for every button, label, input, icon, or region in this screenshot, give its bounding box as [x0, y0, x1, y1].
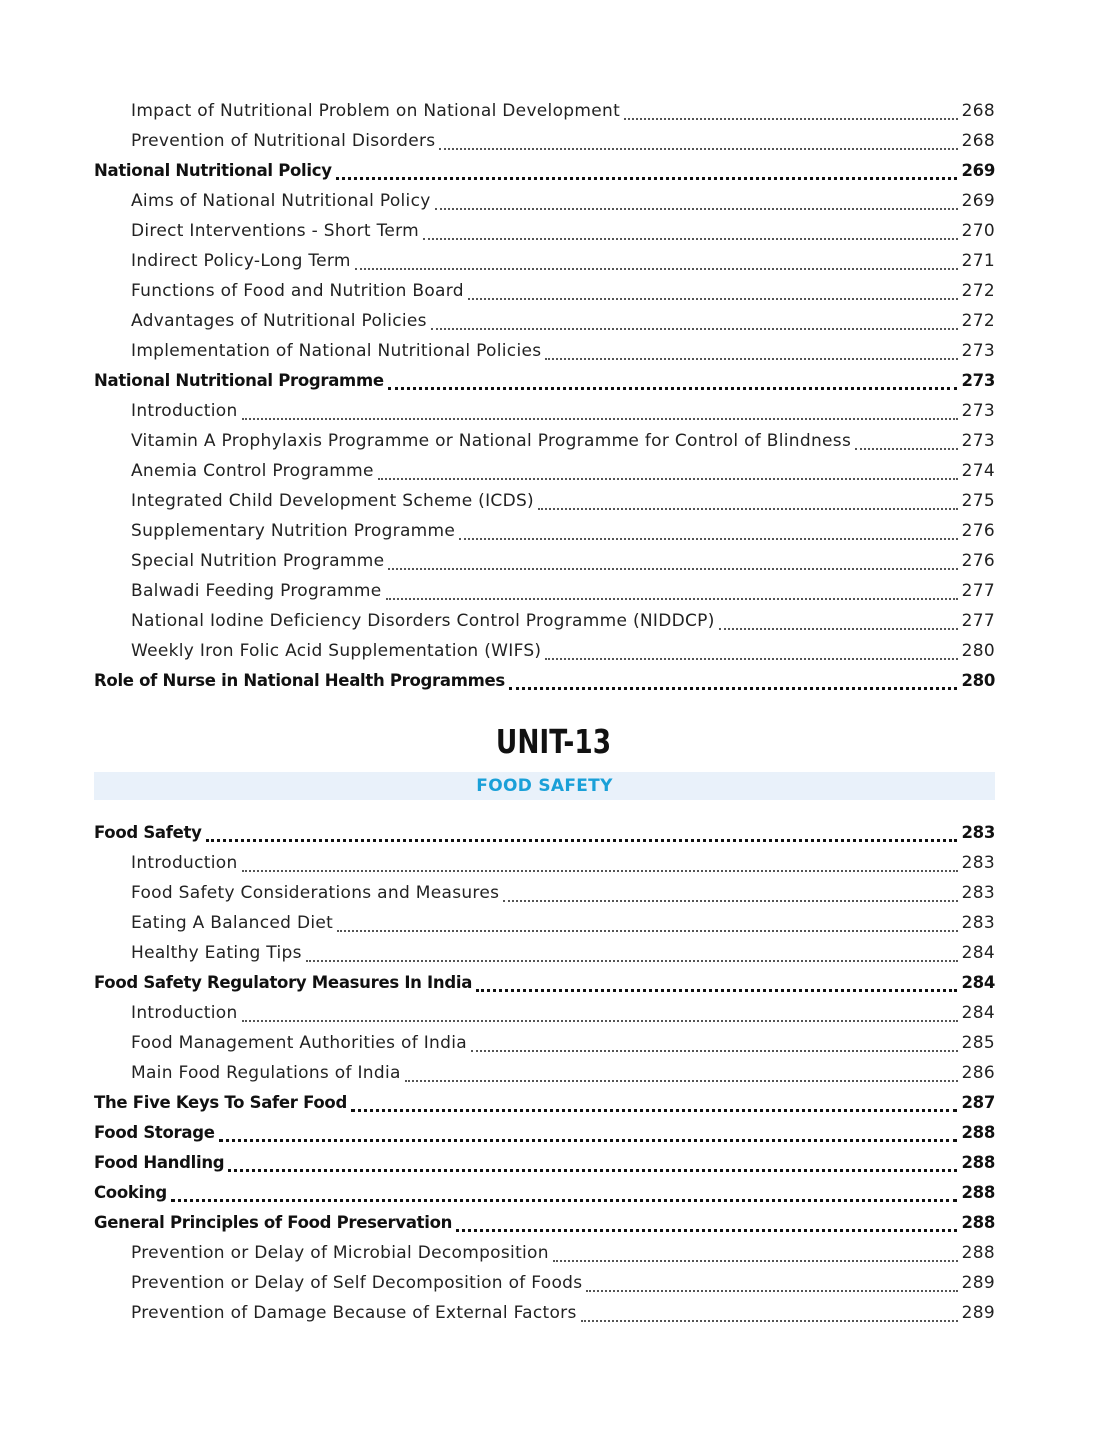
dot-leader [228, 1168, 957, 1172]
unit-subtitle-band [94, 772, 995, 800]
dot-leader [553, 1259, 958, 1262]
toc-page-number: 286 [961, 1063, 995, 1083]
toc-page-number: 269 [961, 161, 995, 180]
toc-entry-title: Prevention or Delay of Microbial Decomposition [131, 1243, 549, 1263]
toc-entry-title: National Iodine Deficiency Disorders Control Programme (NIDDCP) [131, 611, 715, 631]
dot-leader [242, 417, 958, 420]
toc-entry-title: National Nutritional Programme [94, 371, 384, 390]
toc-subentry [94, 1238, 995, 1268]
dot-leader [586, 1289, 957, 1292]
toc-page-number: 272 [961, 311, 995, 331]
toc-subentry [94, 938, 995, 968]
toc-page-number: 277 [961, 611, 995, 631]
toc-entry-title: Integrated Child Development Scheme (ICDS) [131, 491, 534, 511]
toc-entry-title: Vitamin A Prophylaxis Programme or National Programme for Control of Blindness [131, 431, 852, 451]
dot-leader [219, 1138, 958, 1142]
dot-leader [336, 176, 958, 180]
toc-entry-title: Indirect Policy-Long Term [131, 251, 351, 271]
toc-entry-title: Role of Nurse in National Health Programmes [94, 671, 505, 690]
toc-page-number: 276 [961, 551, 995, 571]
dot-leader [439, 147, 957, 150]
toc-subentry [94, 878, 995, 908]
toc-subentry [94, 426, 995, 456]
dot-leader [242, 1019, 958, 1022]
toc-entry-title: Introduction [131, 853, 238, 873]
toc-subentry [94, 396, 995, 426]
toc-subentry [94, 636, 995, 666]
dot-leader [388, 386, 958, 390]
dot-leader [503, 899, 957, 902]
dot-leader [476, 988, 957, 992]
toc-heading-entry [94, 1178, 995, 1208]
toc-subentry [94, 516, 995, 546]
toc-subentry [94, 186, 995, 216]
toc-page-number: 280 [961, 671, 995, 690]
toc-subentry [94, 456, 995, 486]
dot-leader [388, 567, 957, 570]
dot-leader [468, 297, 958, 300]
toc-page-number: 268 [961, 131, 995, 151]
toc-entry-title: Implementation of National Nutritional Policies [131, 341, 542, 361]
toc-subentry [94, 606, 995, 636]
dot-leader [538, 507, 958, 510]
toc-page-number: 289 [961, 1303, 995, 1323]
toc-entry-title: The Five Keys To Safer Food [94, 1093, 347, 1112]
toc-section-after [94, 818, 995, 1328]
toc-page-number: 284 [961, 973, 995, 992]
toc-entry-title: Food Handling [94, 1153, 225, 1172]
toc-entry-title: Introduction [131, 1003, 238, 1023]
toc-entry-title: Balwadi Feeding Programme [131, 581, 382, 601]
toc-page-number: 268 [961, 101, 995, 121]
toc-entry-title: Anemia Control Programme [131, 461, 374, 481]
dot-leader [431, 327, 958, 330]
dot-leader [206, 838, 958, 842]
toc-page-number: 288 [961, 1183, 995, 1202]
toc-subentry [94, 1298, 995, 1328]
dot-leader [545, 657, 957, 660]
toc-entry-title: Introduction [131, 401, 238, 421]
toc-page-number: 280 [961, 641, 995, 661]
toc-entry-title: Impact of Nutritional Problem on National Development [131, 101, 621, 121]
toc-entry-title: Food Safety [94, 823, 202, 842]
toc-page-number: 288 [961, 1213, 995, 1232]
toc-section-before [94, 96, 995, 696]
toc-subentry [94, 998, 995, 1028]
dot-leader [306, 959, 958, 962]
toc-subentry [94, 486, 995, 516]
toc-entry-title: Supplementary Nutrition Programme [131, 521, 456, 541]
toc-entry-title: National Nutritional Policy [94, 161, 332, 180]
toc-page-number: 283 [961, 913, 995, 933]
dot-leader [471, 1049, 958, 1052]
toc-entry-title: Eating A Balanced Diet [131, 913, 334, 933]
toc-heading-entry [94, 968, 995, 998]
toc-page-number: 273 [961, 431, 995, 451]
toc-entry-title: Prevention of Damage Because of External Factors [131, 1303, 577, 1323]
toc-entry-title: Food Safety Regulatory Measures In India [94, 973, 473, 992]
dot-leader [378, 477, 958, 480]
toc-entry-title: Food Safety Considerations and Measures [131, 883, 500, 903]
toc-page-number: 271 [961, 251, 995, 271]
toc-subentry [94, 276, 995, 306]
toc-heading-entry [94, 1148, 995, 1178]
toc-entry-title: General Principles of Food Preservation [94, 1213, 453, 1232]
toc-page-number: 274 [961, 461, 995, 481]
toc-page-number: 276 [961, 521, 995, 541]
dot-leader [355, 267, 958, 270]
toc-page-number: 283 [961, 883, 995, 903]
toc-entry-title: Main Food Regulations of India [131, 1063, 401, 1083]
toc-page-number: 288 [961, 1153, 995, 1172]
toc-subentry [94, 1058, 995, 1088]
toc-subentry [94, 96, 995, 126]
toc-entry-title: Functions of Food and Nutrition Board [131, 281, 464, 301]
dot-leader [719, 627, 958, 630]
toc-page-number: 288 [961, 1123, 995, 1142]
toc-heading-entry [94, 366, 995, 396]
dot-leader [423, 237, 958, 240]
toc-entry-title: Special Nutrition Programme [131, 551, 385, 571]
toc-heading-entry [94, 666, 995, 696]
dot-leader [337, 929, 958, 932]
dot-leader [509, 686, 958, 690]
toc-heading-entry [94, 818, 995, 848]
toc-page-number: 277 [961, 581, 995, 601]
toc-page-number: 270 [961, 221, 995, 241]
toc-subentry [94, 848, 995, 878]
toc-entry-title: Weekly Iron Folic Acid Supplementation (WIFS) [131, 641, 542, 661]
dot-leader [459, 537, 957, 540]
toc-entry-title: Aims of National Nutritional Policy [131, 191, 431, 211]
toc-subentry [94, 908, 995, 938]
dot-leader [351, 1108, 957, 1112]
toc-entry-title: Direct Interventions - Short Term [131, 221, 419, 241]
dot-leader [581, 1319, 958, 1322]
dot-leader [435, 207, 958, 210]
toc-entry-title: Prevention of Nutritional Disorders [131, 131, 436, 151]
toc-heading-entry [94, 1208, 995, 1238]
toc-page-number: 283 [961, 823, 995, 842]
dot-leader [545, 357, 957, 360]
toc-subentry [94, 546, 995, 576]
toc-page-number: 272 [961, 281, 995, 301]
toc-heading-entry [94, 1088, 995, 1118]
toc-entry-title: Food Management Authorities of India [131, 1033, 467, 1053]
unit-subtitle: FOOD SAFETY [476, 776, 613, 796]
toc-page-number: 287 [961, 1093, 995, 1112]
toc-page-number: 269 [961, 191, 995, 211]
dot-leader [405, 1079, 958, 1082]
dot-leader [456, 1228, 957, 1232]
dot-leader [624, 117, 958, 120]
dot-leader [855, 447, 958, 450]
toc-heading-entry [94, 1118, 995, 1148]
toc-page-number: 283 [961, 853, 995, 873]
dot-leader [171, 1198, 958, 1202]
toc-page-number: 289 [961, 1273, 995, 1293]
toc-entry-title: Food Storage [94, 1123, 215, 1142]
toc-page-number: 273 [961, 401, 995, 421]
toc-subentry [94, 246, 995, 276]
toc-page-number: 288 [961, 1243, 995, 1263]
toc-subentry [94, 1028, 995, 1058]
toc-page-number: 284 [961, 1003, 995, 1023]
toc-subentry [94, 126, 995, 156]
toc-subentry [94, 216, 995, 246]
toc-subentry [94, 306, 995, 336]
toc-page-number: 273 [961, 341, 995, 361]
toc-entry-title: Healthy Eating Tips [131, 943, 302, 963]
dot-leader [386, 597, 958, 600]
toc-entry-title: Cooking [94, 1183, 167, 1202]
toc-heading-entry [94, 156, 995, 186]
toc-page-number: 273 [961, 371, 995, 390]
toc-entry-title: Prevention or Delay of Self Decomposition of Foods [131, 1273, 583, 1293]
toc-page-number: 275 [961, 491, 995, 511]
toc-subentry [94, 576, 995, 606]
toc-page-number: 285 [961, 1033, 995, 1053]
toc-subentry [94, 336, 995, 366]
toc-page-number: 284 [961, 943, 995, 963]
unit-title: UNIT-13 [495, 722, 612, 761]
dot-leader [242, 869, 958, 872]
toc-subentry [94, 1268, 995, 1298]
toc-entry-title: Advantages of Nutritional Policies [131, 311, 427, 331]
